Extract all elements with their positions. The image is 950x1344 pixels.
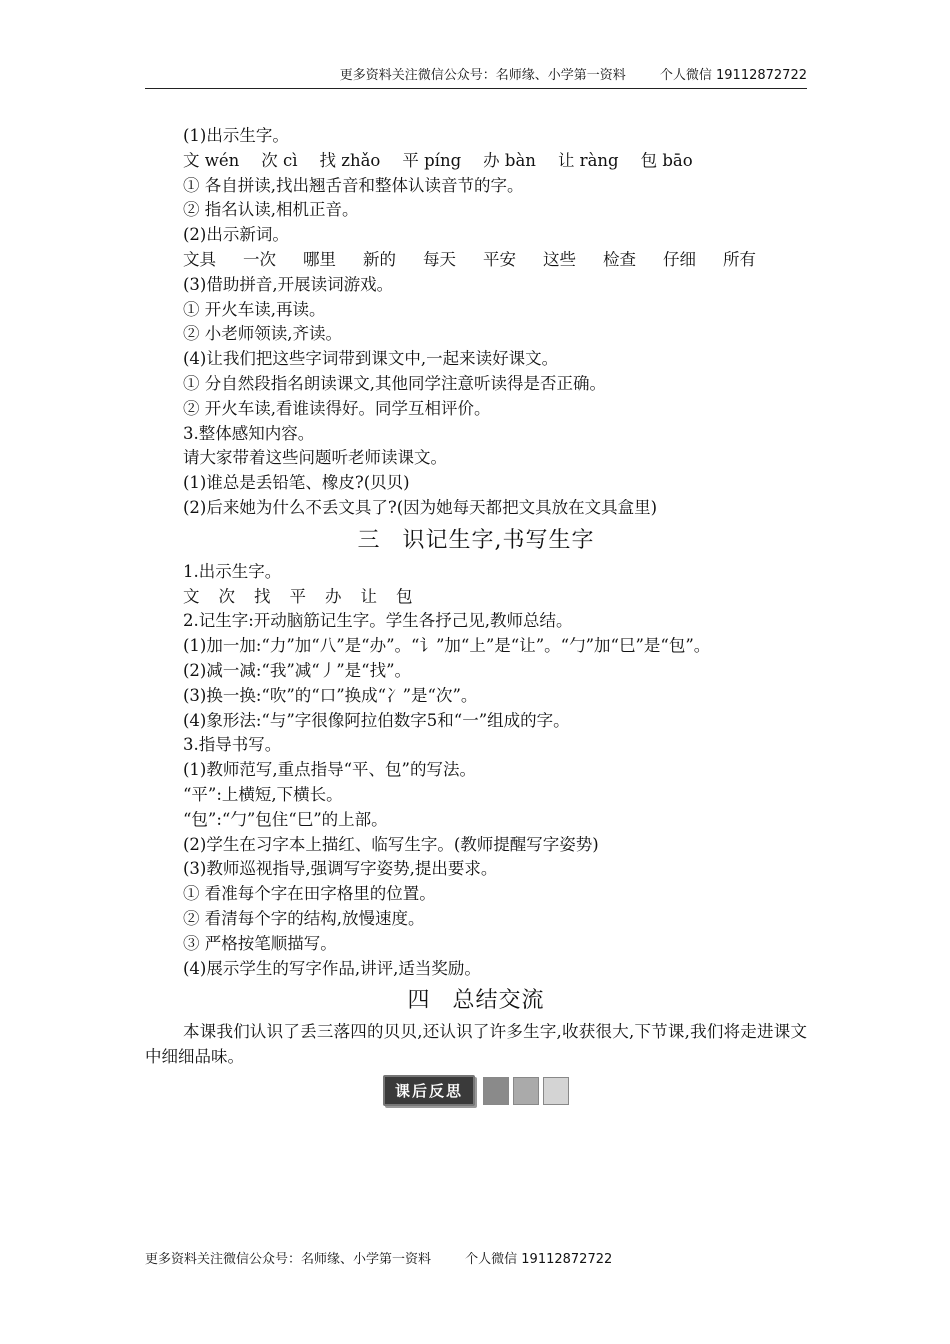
- text-line: (3)借助拼音,开展读词游戏。: [183, 274, 394, 294]
- text-line: 2.记生字:开动脑筋记生字。学生各抒己见,教师总结。: [183, 611, 573, 631]
- new-word: 这些: [543, 249, 576, 269]
- reflection-banner: [145, 1076, 807, 1106]
- text-line: ① 看准每个字在田字格里的位置。: [183, 884, 436, 904]
- text-line: ① 各自拼读,找出翘舌音和整体认读音节的字。: [183, 175, 524, 195]
- new-word: 所有: [723, 249, 756, 269]
- text-line: (2)减一减:“我”减“丿”是“找”。: [183, 660, 412, 680]
- text-line: (4)展示学生的写字作品,讲评,适当奖励。: [183, 958, 481, 978]
- new-word: 文具: [183, 249, 216, 269]
- lesson-content: [145, 124, 807, 1106]
- new-word: 平安: [483, 249, 516, 269]
- pinyin-char: 文 wén: [183, 150, 240, 170]
- new-word: 检查: [603, 249, 636, 269]
- text-line: (4)让我们把这些字词带到课文中,一起来读好课文。: [183, 349, 559, 369]
- text-line: (2)后来她为什么不丢文具了?(因为她每天都把文具放在文具盒里): [183, 497, 658, 517]
- new-word: 一次: [243, 249, 276, 269]
- text-line: ① 开火车读,再读。: [183, 299, 326, 319]
- text-line: ② 小老师领读,齐读。: [183, 324, 342, 344]
- header-wechat-account: 更多资料关注微信公众号：名师缘、小学第一资料: [339, 68, 626, 83]
- section-title: 识记生字,书写生字: [402, 527, 595, 553]
- section-heading-3: [145, 522, 807, 560]
- text-line: (2)出示新词。: [183, 225, 289, 245]
- text-line: 3.指导书写。: [183, 735, 282, 755]
- pinyin-char: 找 zhǎo: [319, 150, 381, 170]
- text-line: ② 指名认读,相机正音。: [183, 200, 359, 220]
- text-line: (1)教师范写,重点指导“平、包”的写法。: [183, 760, 476, 780]
- text-line: ① 分自然段指名朗读课文,其他同学注意听读得是否正确。: [183, 373, 606, 393]
- char: 平: [289, 586, 306, 606]
- summary-paragraph: 本课我们认识了丢三落四的贝贝,还认识了许多生字,收获很大,下节课,我们将走进课文中细细品味。: [145, 1022, 807, 1067]
- text-line: ② 看清每个字的结构,放慢速度。: [183, 908, 425, 928]
- page-header: [145, 66, 807, 89]
- section-title: 总结交流: [452, 988, 545, 1014]
- decor-square: [513, 1077, 539, 1105]
- char: 文: [183, 586, 200, 606]
- section-number: 三: [357, 527, 381, 553]
- text-line: ③ 严格按笔顺描写。: [183, 933, 337, 953]
- text-line: (3)教师巡视指导,强调写字姿势,提出要求。: [183, 859, 498, 879]
- reflection-badge: 课后反思: [383, 1075, 475, 1106]
- footer-wechat-account: 更多资料关注微信公众号：名师缘、小学第一资料: [145, 1252, 432, 1267]
- char-row: [145, 585, 807, 610]
- text-line: (2)学生在习字本上描红、临写生字。(教师提醒写字姿势): [183, 834, 599, 854]
- text-line: 请大家带着这些问题听老师读课文。: [183, 448, 447, 468]
- pinyin-char: 平 píng: [402, 150, 462, 170]
- text-line: (4)象形法:“与”字很像阿拉伯数字5和“一”组成的字。: [183, 710, 570, 730]
- page-footer: [145, 1248, 612, 1267]
- paragraph-add: (1)加一加:“力”加“八”是“办”。“讠”加“上”是“让”。“勹”加“巳”是“包”。: [183, 636, 711, 656]
- text-line: “包”:“勹”包住“巳”的上部。: [183, 809, 388, 829]
- char: 次: [218, 586, 235, 606]
- text-line: ② 开火车读,看谁读得好。同学互相评价。: [183, 398, 491, 418]
- new-word: 仔细: [663, 249, 696, 269]
- decor-square: [483, 1077, 509, 1105]
- text-line: “平”:上横短,下横长。: [183, 784, 343, 804]
- new-word: 新的: [363, 249, 396, 269]
- pinyin-char: 次 cì: [261, 150, 298, 170]
- text-line: 1.出示生字。: [183, 561, 282, 581]
- header-personal-wechat: 个人微信 19112872722: [659, 68, 807, 83]
- text-line: (1)出示生字。: [183, 126, 289, 145]
- char: 让: [360, 586, 377, 606]
- pinyin-char: 办 bàn: [483, 150, 536, 170]
- text-line: (3)换一换:“吹”的“口”换成“冫”是“次”。: [183, 685, 478, 705]
- text-line: 3.整体感知内容。: [183, 423, 315, 443]
- pinyin-char: 让 ràng: [557, 150, 619, 170]
- section-heading-4: [145, 982, 807, 1020]
- new-word: 哪里: [303, 249, 336, 269]
- pinyin-char: 包 bāo: [640, 150, 693, 170]
- char: 找: [254, 586, 271, 606]
- decor-square: [543, 1077, 569, 1105]
- footer-personal-wechat: 个人微信 19112872722: [465, 1252, 613, 1267]
- char: 办: [325, 586, 342, 606]
- text-line: (1)谁总是丢铅笔、橡皮?(贝贝): [183, 473, 410, 493]
- new-words-row: [145, 248, 807, 273]
- char: 包: [396, 586, 413, 606]
- new-word: 每天: [423, 249, 456, 269]
- section-number: 四: [407, 988, 431, 1014]
- pinyin-char-row: [145, 149, 807, 174]
